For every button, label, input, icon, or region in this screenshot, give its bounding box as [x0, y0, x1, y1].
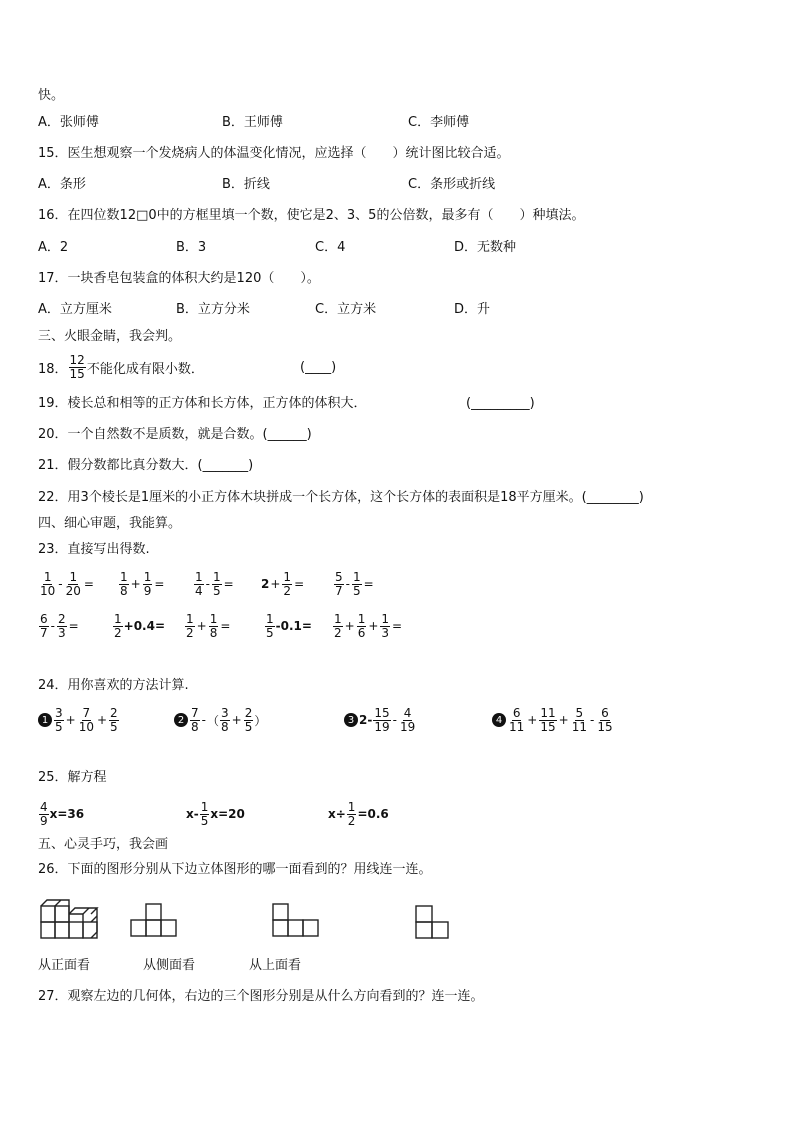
q18-fraction: $\frac{12}{15}$	[69, 352, 85, 381]
view-figure-2-icon	[273, 904, 318, 936]
q19-text: 19．棱长总和相等的正方体和长方体，正方体的体积大．	[38, 396, 367, 411]
view-figure-1-icon	[131, 904, 176, 936]
q24-expr-2: 2 $\frac{7}{8}$ - （ $\frac{3}{8}$ + $\frac{2}{5}$ ）	[174, 707, 344, 734]
view-figure-3-icon	[416, 906, 448, 938]
q18-text: 不能化成有限小数．	[86, 361, 204, 377]
q23-expr-3: $\frac{1}{4}$ - $\frac{1}{5}$ =	[195, 569, 234, 598]
q17-option-a[interactable]: A．立方厘米	[38, 302, 112, 317]
q15-option-c[interactable]: C．条形或折线	[408, 177, 496, 192]
q24-expr-1: 1 $\frac{3}{5}$ + $\frac{7}{10}$ + $\frac{2}{5}$	[38, 707, 174, 734]
q23-expr-6: $\frac{6}{7}$ - $\frac{2}{3}$ =	[40, 611, 79, 640]
q23-row-1	[38, 570, 375, 598]
circled-4-icon: 4	[492, 713, 506, 727]
q26-text: 26．下面的图形分别从下边立体图形的哪一面看到的？用线连一连。	[38, 862, 432, 877]
circled-1-icon: 1	[38, 713, 52, 727]
q16-option-b[interactable]: B．3	[176, 240, 207, 255]
q23-expr-10: $\frac{1}{2}$ + $\frac{1}{6}$ + $\frac{1}{3}$ =	[334, 611, 403, 640]
q26-label-front: 从正面看	[38, 958, 91, 973]
q16-option-a[interactable]: A．2	[38, 240, 69, 255]
circled-3-icon: 3	[344, 713, 358, 727]
q18-blank[interactable]: (____)	[300, 360, 337, 375]
q25-row	[38, 800, 389, 828]
q16-text: 16．在四位数12□0中的方框里填一个数，使它是2、3、5的公倍数，最多有（ ）种填法。	[38, 208, 585, 223]
q21-text: 21．假分数都比真分数大．(_______)	[38, 458, 254, 473]
q25-equation-2: x- $\frac{1}{5}$ x=20	[186, 799, 245, 828]
q22-text: 22．用3个棱长是1厘米的小正方体木块拼成一个长方体，这个长方体的表面积是18平方厘米。(________)	[38, 490, 644, 505]
q25-equation-3: x÷ $\frac{1}{2}$ =0.6	[328, 799, 389, 828]
q23-expr-1: $\frac{1}{10}$ - $\frac{1}{20}$ =	[40, 569, 94, 598]
q17-option-b[interactable]: B．立方分米	[176, 302, 250, 317]
q23-expr-8: $\frac{1}{2}$ + $\frac{1}{8}$ =	[186, 611, 231, 640]
q23-title: 23．直接写出得数.	[38, 542, 150, 557]
q24-title: 24．用你喜欢的方法计算.	[38, 678, 189, 693]
q24-row	[38, 706, 615, 734]
q25-equation-1: $\frac{4}{9}$ x=36	[40, 799, 85, 828]
section-4-heading: 四、细心审题，我能算。	[38, 516, 182, 531]
q23-expr-5: $\frac{5}{7}$ - $\frac{1}{5}$ =	[335, 569, 374, 598]
q19-blank[interactable]: (_________)	[466, 396, 535, 411]
q23-expr-4: 2 + $\frac{1}{2}$ =	[261, 569, 305, 598]
q26-figures	[36, 888, 456, 944]
q26-label-top: 从上面看	[249, 958, 302, 973]
q23-expr-7: $\frac{1}{2}$ +0.4=	[114, 611, 166, 640]
q14-option-b[interactable]: B．王师傅	[222, 115, 283, 130]
q25-title: 25．解方程	[38, 770, 107, 785]
q23-expr-2: $\frac{1}{8}$ + $\frac{1}{9}$ =	[120, 569, 165, 598]
q24-expr-3: 3 2- $\frac{15}{19}$ - $\frac{4}{19}$	[344, 707, 492, 734]
q17-text: 17．一块香皂包装盒的体积大约是120（ ）。	[38, 271, 320, 286]
q15-option-b[interactable]: B．折线	[222, 177, 270, 192]
q17-option-c[interactable]: C．立方米	[315, 302, 377, 317]
q15-text: 15．医生想观察一个发烧病人的体温变化情况，应选择（ ）统计图比较合适。	[38, 146, 510, 161]
q23-expr-9: $\frac{1}{5}$ -0.1=	[266, 611, 312, 640]
q17-option-d[interactable]: D．升	[454, 302, 491, 317]
q14-option-c[interactable]: C．李师傅	[408, 115, 470, 130]
section-3-heading: 三、火眼金睛，我会判。	[38, 329, 182, 344]
q14-option-a[interactable]: A．张师傅	[38, 115, 99, 130]
circled-2-icon: 2	[174, 713, 188, 727]
q23-row-2	[38, 612, 403, 640]
q20-text: 20．一个自然数不是质数，就是合数。(______)	[38, 427, 312, 442]
q16-option-d[interactable]: D．无数种	[454, 240, 517, 255]
q16-option-c[interactable]: C．4	[315, 240, 346, 255]
q27-text: 27．观察左边的几何体，右边的三个图形分别是从什么方向看到的？连一连。	[38, 989, 484, 1004]
q18-number: 18．	[38, 361, 68, 377]
solid-figure-icon	[41, 900, 97, 938]
q14-tail: 快。	[38, 88, 65, 103]
q18-line	[38, 353, 204, 381]
q24-expr-4: 4 $\frac{6}{11}$ + $\frac{11}{15}$ + $\frac{5}{11}$ - $\frac{6}{15}$	[492, 707, 615, 734]
q26-label-side: 从侧面看	[143, 958, 196, 973]
q15-option-a[interactable]: A．条形	[38, 177, 86, 192]
section-5-heading: 五、心灵手巧，我会画	[38, 837, 169, 852]
